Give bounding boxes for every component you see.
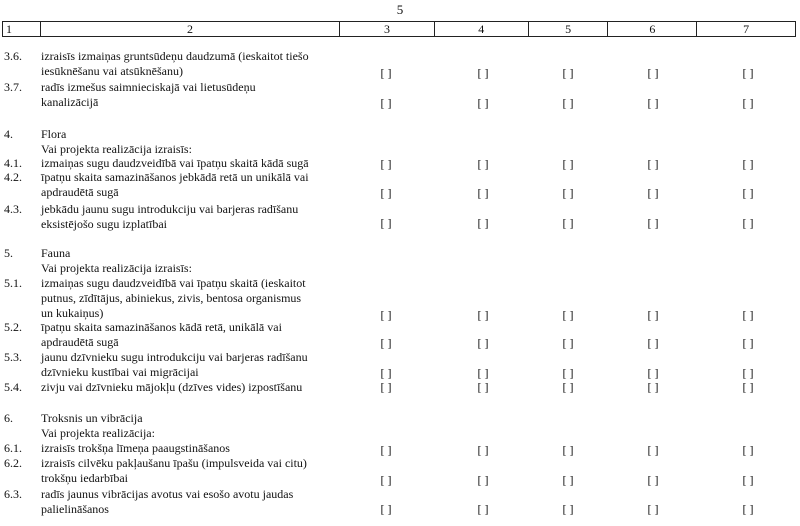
row-text [41,156,341,171]
checkbox[interactable]: [ ] [647,443,659,457]
checkbox[interactable]: [ ] [562,473,574,487]
checkbox[interactable]: [ ] [477,336,489,350]
row-number: 5.3. [4,350,22,364]
row-text [41,320,341,350]
column-header-5: 5 [528,22,608,36]
section-heading [41,411,341,441]
checkbox[interactable]: [ ] [380,443,392,457]
section-heading [41,127,341,157]
row-number: 3.7. [4,80,22,94]
row-text-line: iesūknēšanu vai atsūknēšanu) [41,64,183,78]
row-text [41,202,341,232]
checkbox[interactable]: [ ] [742,66,754,80]
row-text [41,380,341,395]
row-number: 5.2. [4,320,22,334]
row-text-line: jebkādu jaunu sugu introdukciju vai barjeras radīšanu [41,202,299,216]
row-text-line: izraisīs izmaiņas gruntsūdeņu daudzumā (ieskaitot tiešo [41,49,309,63]
checkbox[interactable]: [ ] [562,157,574,171]
row-text-line: jaunu dzīvnieku sugu introdukciju vai barjeras radīšanu [41,350,308,364]
row-text-line: izraisīs trokšņa līmeņa paaugstināšanos [41,441,230,455]
row-text-line: zivju vai dzīvnieku mājokļu (dzīves vides) izpostīšanu [41,380,303,394]
checkbox[interactable]: [ ] [647,308,659,322]
section-heading [41,246,341,276]
checkbox[interactable]: [ ] [477,186,489,200]
checkbox[interactable]: [ ] [477,443,489,457]
checkbox[interactable]: [ ] [647,380,659,394]
section-title: Troksnis un vibrācija [41,411,143,425]
checkbox[interactable]: [ ] [562,380,574,394]
checkbox[interactable]: [ ] [742,366,754,380]
section-number: 5. [4,246,13,260]
column-header-7: 7 [696,22,795,36]
row-text-line: īpatņu skaita samazināšanos kādā retā, unikālā vai [41,320,282,334]
column-header-6: 6 [607,22,696,36]
checkbox[interactable]: [ ] [742,186,754,200]
checkbox[interactable]: [ ] [562,308,574,322]
column-header-3: 3 [339,22,434,36]
checkbox[interactable]: [ ] [380,216,392,230]
checkbox[interactable]: [ ] [742,336,754,350]
row-number: 5.1. [4,276,22,290]
section-number: 6. [4,411,13,425]
checkbox[interactable]: [ ] [742,157,754,171]
checkbox[interactable]: [ ] [647,66,659,80]
row-text [41,80,341,110]
section-title: Flora [41,127,67,141]
row-text-line: eksistējošo sugu izplatībai [41,217,167,231]
checkbox[interactable]: [ ] [647,96,659,110]
checkbox[interactable]: [ ] [647,502,659,516]
checkbox[interactable]: [ ] [562,502,574,516]
row-number: 6.3. [4,487,22,501]
row-text-line: trokšņu iedarbībai [41,471,128,485]
checkbox[interactable]: [ ] [380,366,392,380]
section-question: Vai projekta realizācija izraisīs: [41,261,192,275]
checkbox[interactable]: [ ] [380,96,392,110]
checkbox[interactable]: [ ] [647,216,659,230]
table-header [2,21,796,37]
checkbox[interactable]: [ ] [380,157,392,171]
row-text-line: apdraudētā sugā [41,185,119,199]
row-text [41,49,341,79]
column-header-4: 4 [434,22,528,36]
column-header-1: 1 [6,22,12,36]
checkbox[interactable]: [ ] [742,380,754,394]
row-number: 6.1. [4,441,22,455]
row-text-line: palielināšanos [41,502,109,516]
checkbox[interactable]: [ ] [742,473,754,487]
row-text [41,170,341,200]
checkbox[interactable]: [ ] [477,308,489,322]
checkbox[interactable]: [ ] [477,96,489,110]
checkbox[interactable]: [ ] [380,186,392,200]
checkbox[interactable]: [ ] [477,473,489,487]
checkbox[interactable]: [ ] [477,66,489,80]
row-text-line: putnus, zīdītājus, abiniekus, zivis, bentosa organismus [41,291,302,305]
checkbox[interactable]: [ ] [477,380,489,394]
row-text-line: apdraudētā sugā [41,335,119,349]
checkbox[interactable]: [ ] [562,443,574,457]
row-text-line: radīs jaunus vibrācijas avotus vai esošo avotu jaudas [41,487,294,501]
checkbox[interactable]: [ ] [562,216,574,230]
row-text [41,456,341,486]
checkbox[interactable]: [ ] [647,366,659,380]
section-title: Fauna [41,246,71,260]
checkbox[interactable]: [ ] [380,473,392,487]
row-number: 4.2. [4,170,22,184]
row-text [41,350,341,380]
checkbox[interactable]: [ ] [562,186,574,200]
checkbox[interactable]: [ ] [742,502,754,516]
checkbox[interactable]: [ ] [380,66,392,80]
checkbox[interactable]: [ ] [647,473,659,487]
checkbox[interactable]: [ ] [647,186,659,200]
checkbox[interactable]: [ ] [477,157,489,171]
row-number: 6.2. [4,456,22,470]
checkbox[interactable]: [ ] [380,380,392,394]
checkbox[interactable]: [ ] [742,443,754,457]
row-text-line: izmaiņas sugu daudzveidībā vai īpatņu skaitā kādā sugā [41,156,309,170]
section-question: Vai projekta realizācija: [41,426,155,440]
checkbox[interactable]: [ ] [477,366,489,380]
section-number: 4. [4,127,13,141]
row-number: 5.4. [4,380,22,394]
checkbox[interactable]: [ ] [742,308,754,322]
row-text-line: īpatņu skaita samazināšanos jebkādā retā un unikālā vai [41,170,309,184]
row-text-line: dzīvnieku kustībai vai migrācijai [41,365,199,379]
section-question: Vai projekta realizācija izraisīs: [41,142,192,156]
row-number: 3.6. [4,49,22,63]
checkbox[interactable]: [ ] [477,502,489,516]
checkbox[interactable]: [ ] [647,336,659,350]
checkbox[interactable]: [ ] [562,336,574,350]
row-text-line: izmaiņas sugu daudzveidībā vai īpatņu skaitā (ieskaitot [41,276,306,290]
checkbox[interactable]: [ ] [380,336,392,350]
checkbox[interactable]: [ ] [477,216,489,230]
row-text [41,487,341,517]
page-number: 5 [396,2,404,17]
checkbox[interactable]: [ ] [742,216,754,230]
row-text-line: izraisīs cilvēku pakļaušanu īpašu (impulsveida vai citu) [41,456,307,470]
column-header-2: 2 [40,22,339,36]
checkbox[interactable]: [ ] [562,366,574,380]
checkbox[interactable]: [ ] [742,96,754,110]
checkbox[interactable]: [ ] [647,157,659,171]
row-text [41,276,341,321]
checkbox[interactable]: [ ] [380,502,392,516]
row-text-line: un kukaiņus) [41,306,104,320]
row-number: 4.1. [4,156,22,170]
checkbox[interactable]: [ ] [380,308,392,322]
row-text-line: radīs izmešus saimnieciskajā vai lietusūdeņu [41,80,256,94]
row-text-line: kanalizācijā [41,95,99,109]
checkbox[interactable]: [ ] [562,96,574,110]
row-text [41,441,341,456]
row-number: 4.3. [4,202,22,216]
checkbox[interactable]: [ ] [562,66,574,80]
